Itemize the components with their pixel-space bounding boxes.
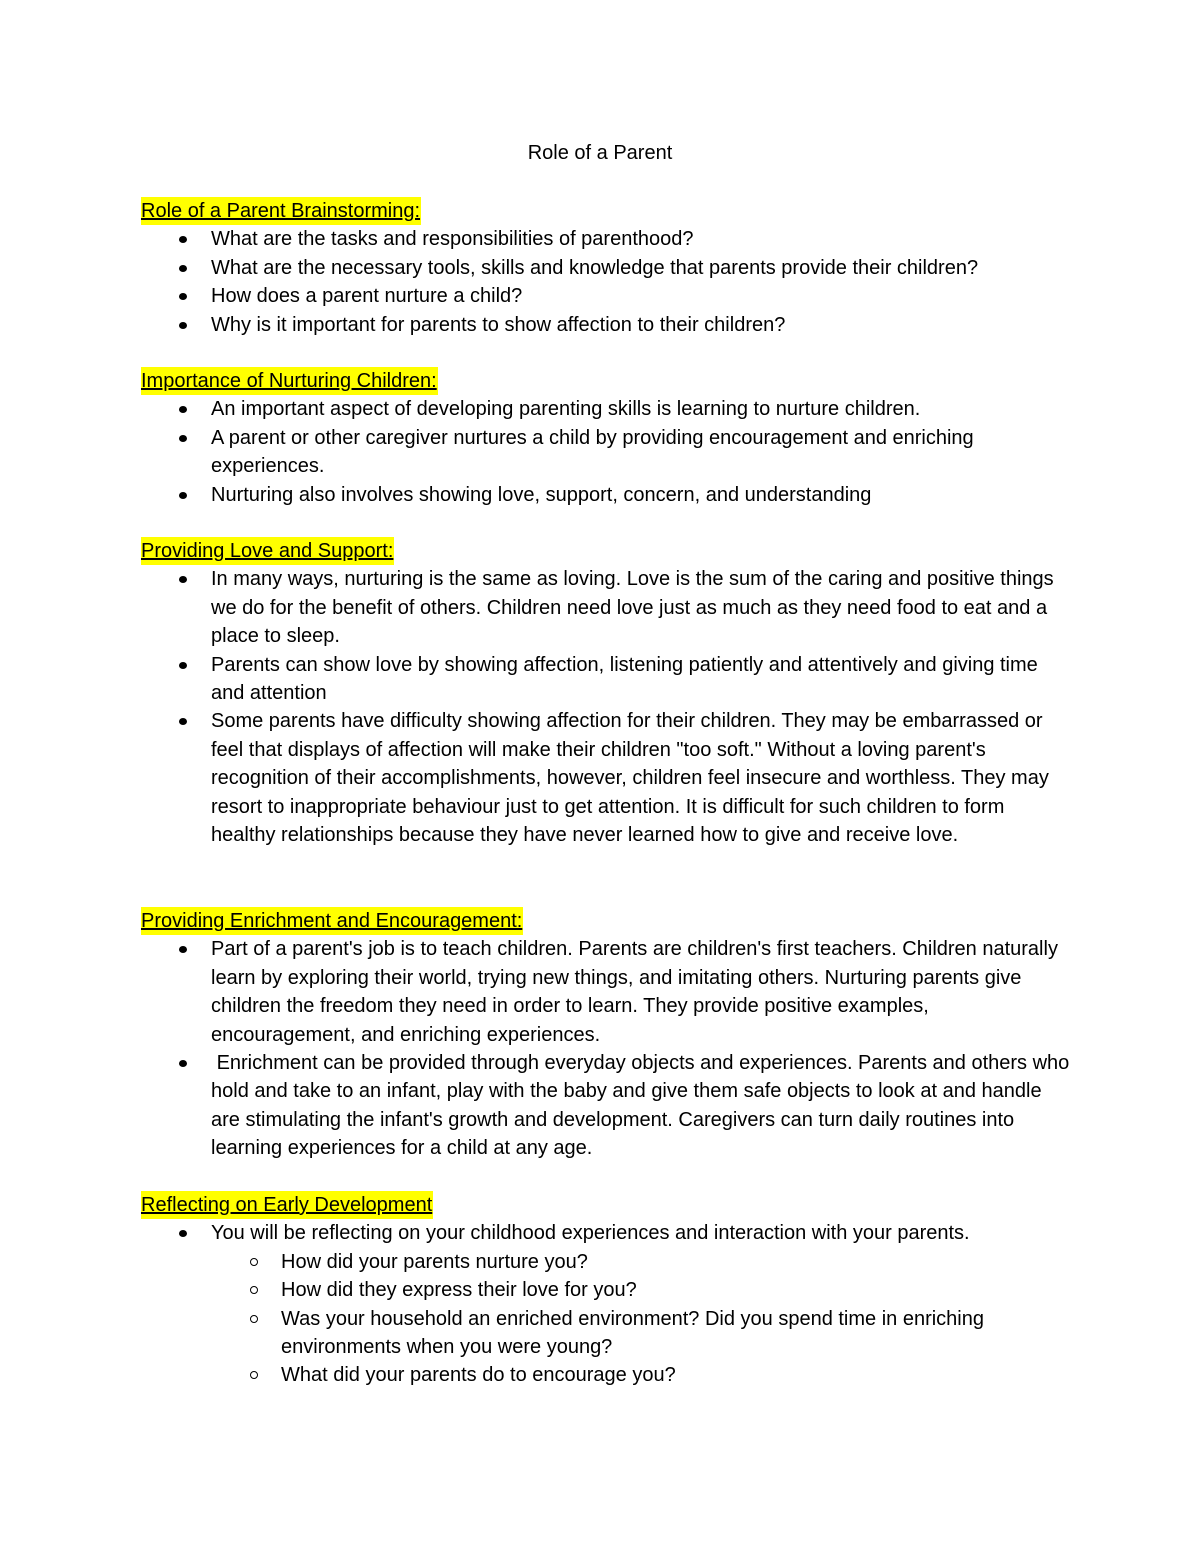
list-item: Parents can show love by showing affection, listening patiently and attentively and giving time and attention	[141, 651, 1071, 708]
bullet-icon	[179, 1060, 187, 1067]
sub-list-item: How did they express their love for you?	[211, 1276, 1071, 1304]
list-item: A parent or other caregiver nurtures a child by providing encouragement and enriching experiences.	[141, 424, 1071, 481]
sub-list-item: Was your household an enriched environment? Did you spend time in enriching environments when you were young?	[211, 1305, 1071, 1362]
bullet-list	[141, 565, 1071, 849]
list-item: You will be reflecting on your childhood experiences and interaction with your parents. How did your parents nurture you? How did they express their love for you? Was your household an enriched environment? Did you spend time in enriching environments when you were young? What did your parents do to encourage you?	[141, 1219, 1071, 1389]
bullet-icon	[179, 662, 187, 669]
list-item: An important aspect of developing parenting skills is learning to nurture children.	[141, 395, 1071, 423]
bullet-icon	[179, 1230, 187, 1237]
bullet-icon	[179, 236, 187, 243]
bullet-icon	[179, 946, 187, 953]
bullet-icon	[179, 265, 187, 272]
section-importance-nurturing	[141, 367, 1071, 509]
list-item: Nurturing also involves showing love, support, concern, and understanding	[141, 481, 1071, 509]
hollow-bullet-icon	[250, 1286, 258, 1294]
section-heading: Providing Love and Support:	[141, 537, 394, 565]
list-item: Enrichment can be provided through everyday objects and experiences. Parents and others who hold and take to an infant, play with the baby and give them safe objects to look at and handle are stimulating the infant's growth and development. Caregivers can turn daily routines into learning experiences for a child at any age.	[141, 1049, 1071, 1163]
sub-bullet-list	[141, 1248, 1071, 1390]
hollow-bullet-icon	[250, 1258, 258, 1266]
bullet-icon	[179, 293, 187, 300]
bullet-list	[141, 225, 1071, 339]
bullet-list	[141, 395, 1071, 509]
section-heading: Providing Enrichment and Encouragement:	[141, 907, 523, 935]
list-item: What are the tasks and responsibilities of parenthood?	[141, 225, 1071, 253]
bullet-icon	[179, 576, 187, 583]
section-heading: Reflecting on Early Development	[141, 1191, 433, 1219]
section-heading: Role of a Parent Brainstorming:	[141, 197, 421, 225]
bullet-icon	[179, 322, 187, 329]
sub-list-item: What did your parents do to encourage you?	[211, 1361, 1071, 1389]
list-item: What are the necessary tools, skills and knowledge that parents provide their children?	[141, 254, 1071, 282]
list-item: Some parents have difficulty showing affection for their children. They may be embarrassed or feel that displays of affection will make their children "too soft." Without a loving parent's recognition of their accomplishments, however, children feel insecure and worthless. They may resort to inappropriate behaviour just to get attention. It is difficult for such children to form healthy relationships because they have never learned how to give and receive love.	[141, 707, 1071, 849]
list-item: Why is it important for parents to show affection to their children?	[141, 311, 1071, 339]
bullet-icon	[179, 718, 187, 725]
page-title: Role of a Parent	[527, 142, 673, 164]
bullet-list	[141, 1219, 1071, 1389]
list-item: Part of a parent's job is to teach children. Parents are children's first teachers. Children naturally learn by exploring their world, trying new things, and imitating others. Nurturing parents give children the freedom they need in order to learn. They provide positive examples, encouragement, and enriching experiences.	[141, 935, 1071, 1049]
list-item: How does a parent nurture a child?	[141, 282, 1071, 310]
sub-list-item: How did your parents nurture you?	[211, 1248, 1071, 1276]
section-brainstorming	[141, 197, 1071, 339]
section-love-support	[141, 537, 1071, 849]
hollow-bullet-icon	[250, 1371, 258, 1379]
section-heading: Importance of Nurturing Children:	[141, 367, 438, 395]
list-item: In many ways, nurturing is the same as loving. Love is the sum of the caring and positive things we do for the benefit of others. Children need love just as much as they need food to eat and a place to sleep.	[141, 565, 1071, 650]
hollow-bullet-icon	[250, 1315, 258, 1323]
bullet-icon	[179, 406, 187, 413]
bullet-icon	[179, 435, 187, 442]
bullet-icon	[179, 492, 187, 499]
bullet-list	[141, 935, 1075, 1162]
section-reflecting-early-development	[141, 1191, 1071, 1390]
section-enrichment-encouragement	[141, 907, 1075, 1163]
